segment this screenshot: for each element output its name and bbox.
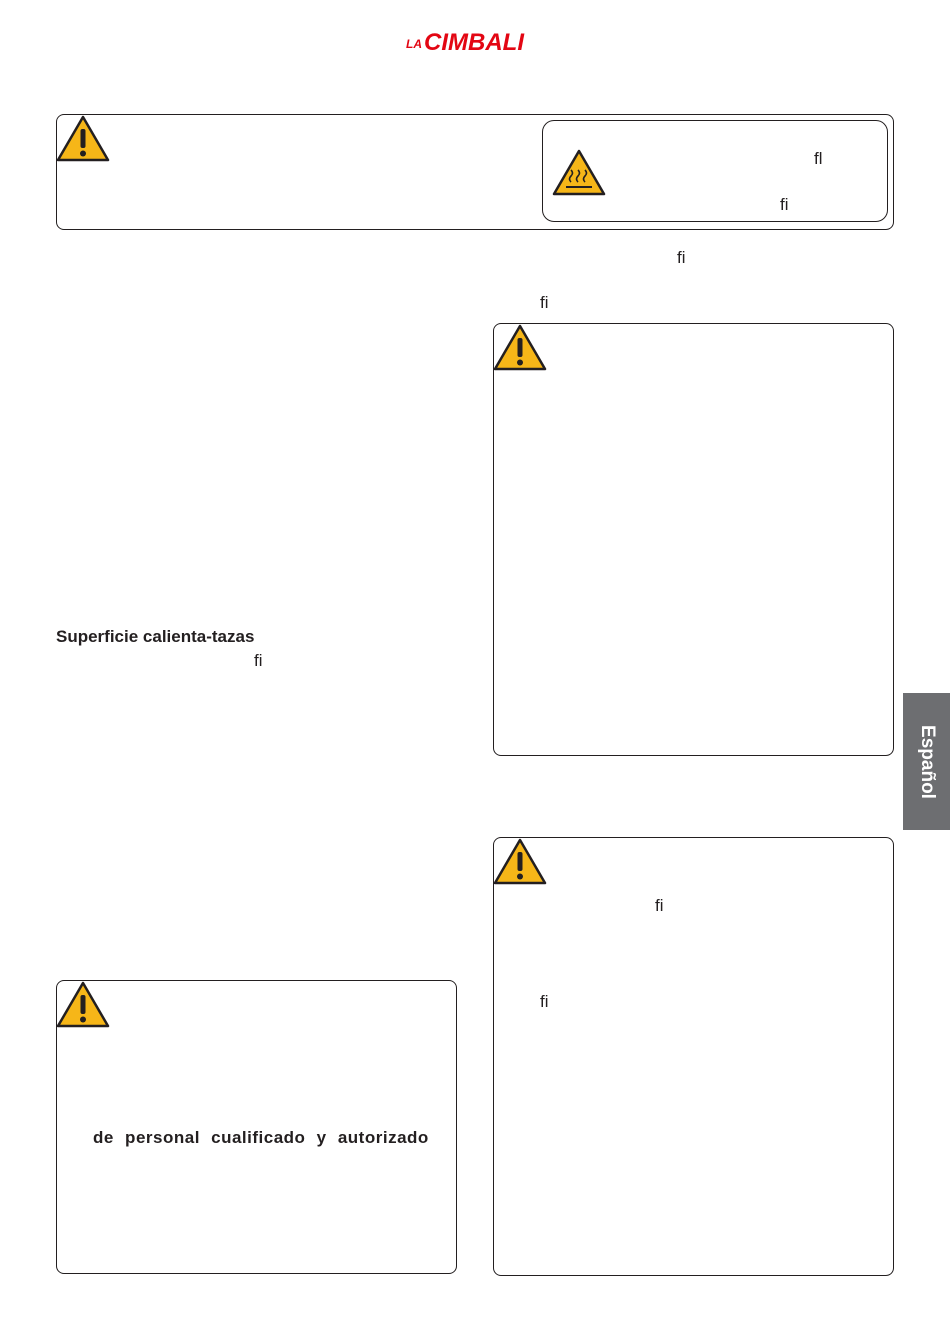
warning-box-right-bottom bbox=[493, 837, 894, 1276]
language-tab-label: Español bbox=[916, 724, 938, 799]
warning-box-right-middle bbox=[493, 323, 894, 756]
right-col-glyph-2: ﬁ bbox=[540, 293, 549, 312]
right-bottom-glyph-1: ﬁ bbox=[655, 896, 664, 915]
qualified-personnel-text: de personal cualificado y autorizado bbox=[93, 1128, 429, 1147]
warning-triangle-icon bbox=[493, 837, 547, 885]
warning-box-left-bottom bbox=[56, 980, 457, 1274]
language-tab bbox=[903, 693, 950, 830]
warning-triangle-icon bbox=[56, 114, 110, 162]
hot-surface-icon bbox=[552, 148, 606, 196]
left-col-glyph: ﬁ bbox=[254, 651, 263, 670]
logo-main: CIMBALI bbox=[424, 29, 524, 56]
hot-box-glyph-2: ﬁ bbox=[780, 195, 789, 214]
right-col-glyph-1: ﬁ bbox=[677, 248, 686, 267]
brand-logo bbox=[406, 26, 546, 56]
warning-triangle-icon bbox=[493, 323, 547, 371]
hot-box-glyph-1: ﬂ bbox=[814, 149, 823, 168]
warning-triangle-icon bbox=[56, 980, 110, 1028]
section-heading: Superficie calienta-tazas bbox=[56, 627, 255, 646]
right-bottom-glyph-2: ﬁ bbox=[540, 992, 549, 1011]
logo-prefix: LA bbox=[406, 37, 422, 51]
